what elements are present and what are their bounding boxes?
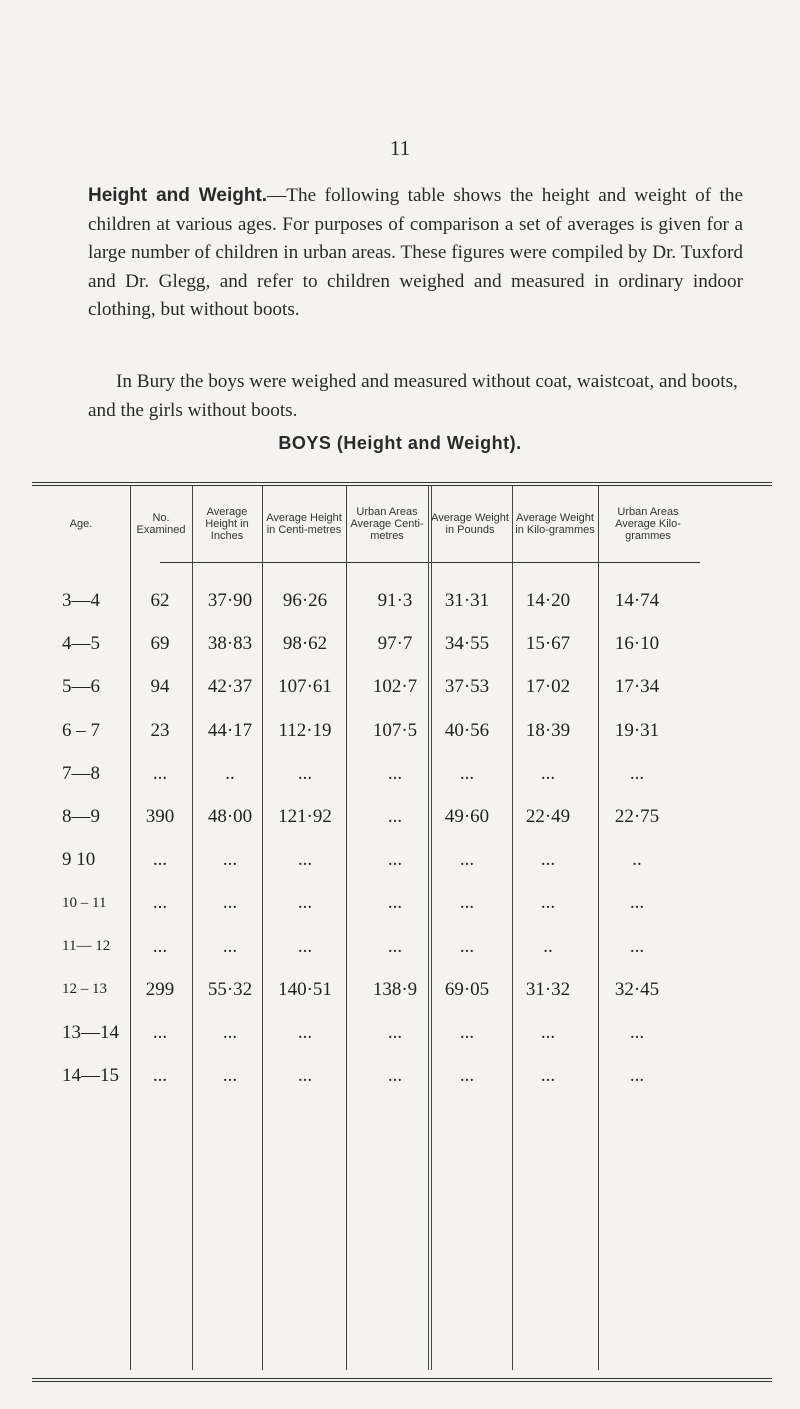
table-cell: 31·31: [444, 590, 490, 611]
column-header: No. Examined: [136, 512, 186, 536]
age-cell: 12 – 13: [62, 981, 107, 998]
table-cell: 34·55: [444, 633, 490, 655]
table-cell: 37·53: [444, 676, 490, 698]
table-row: [0, 932, 800, 962]
table-row: [0, 716, 800, 746]
table-cell: 22·49: [525, 806, 571, 827]
age-cell: 4—5: [62, 633, 100, 655]
table-cell: ...: [297, 892, 313, 914]
table-cell: ...: [459, 849, 475, 871]
table-cell: 16·10: [614, 633, 660, 655]
column-header: Urban Areas Average Kilo-grammes: [615, 506, 681, 542]
column-header: Average Height in Centi-metres: [266, 512, 342, 536]
table-bottom-rule: [32, 1378, 772, 1379]
table-cell: ...: [297, 762, 313, 784]
intro-text: —The following table shows the height and weight of the children at various ages. For purposes of comparison a set of averages is given for a large number of children in urban areas. These figures were compiled by Dr. Tuxford and Dr. Glegg, and refer to children weighed and measured in ordinary indoor clothing, but without boots.: [88, 185, 743, 320]
table-row: [0, 759, 800, 789]
table-cell: ...: [387, 762, 403, 784]
table-cell: 22·75: [614, 806, 660, 827]
table-cell: 390: [145, 806, 175, 827]
column-divider: [428, 486, 429, 1370]
table-cell: 107·5: [372, 719, 418, 741]
table-top-rule: [32, 485, 772, 486]
table-cell: 17·02: [525, 676, 571, 698]
table-bottom-rule: [32, 1381, 772, 1382]
table-title: BOYS (Height and Weight).: [278, 433, 522, 453]
table-cell: 44·17: [207, 719, 253, 741]
table-top-rule: [32, 482, 772, 483]
age-cell: 14—15: [62, 1065, 119, 1087]
table-cell: 55·32: [207, 978, 253, 1000]
table-cell: ...: [540, 1065, 556, 1087]
table-cell: 102·7: [372, 676, 418, 698]
table-cell: ...: [222, 1022, 238, 1043]
table-cell: ..: [543, 935, 553, 957]
table-cell: ...: [387, 935, 403, 957]
table-row: [0, 1061, 800, 1091]
table-cell: ...: [297, 935, 313, 957]
table-cell: ...: [459, 762, 475, 784]
header-rule: [160, 562, 700, 563]
intro-paragraph: [88, 182, 743, 325]
table-cell: 40·56: [444, 719, 490, 741]
column-header: Average Weight in Kilo-grammes: [515, 512, 595, 536]
table-cell: 140·51: [278, 978, 332, 1000]
table-cell: ...: [222, 849, 238, 871]
table-row: [0, 845, 800, 875]
table-cell: ...: [152, 935, 168, 957]
age-cell: 6 – 7: [62, 719, 100, 741]
table-cell: ..: [225, 762, 235, 784]
table-cell: ...: [540, 762, 556, 784]
table-cell: 32·45: [614, 978, 660, 1000]
table-cell: ...: [222, 935, 238, 957]
table-cell: ...: [629, 1065, 645, 1087]
table-cell: ...: [387, 849, 403, 871]
table-cell: ...: [152, 849, 168, 871]
column-header: Average Weight in Pounds: [431, 512, 509, 536]
table-cell: 31·32: [525, 978, 571, 1000]
table-cell: ...: [222, 1065, 238, 1087]
table-cell: 14·20: [525, 590, 571, 611]
table-cell: 38·83: [207, 633, 253, 655]
table-cell: ...: [629, 1022, 645, 1043]
table-row: [0, 888, 800, 918]
table-cell: 14·74: [614, 590, 660, 611]
table-cell: ...: [629, 892, 645, 914]
table-cell: ...: [629, 935, 645, 957]
table-cell: 97·7: [377, 633, 413, 655]
table-cell: ...: [459, 935, 475, 957]
table-cell: 98·62: [282, 633, 328, 655]
table-cell: ...: [540, 892, 556, 914]
table-cell: ...: [387, 1022, 403, 1043]
age-cell: 8—9: [62, 806, 100, 827]
table-cell: ...: [152, 762, 168, 784]
measurement-note-text: In Bury the boys were weighed and measured without coat, waistcoat, and boots, and the girls without boots.: [88, 371, 738, 421]
column-divider: [192, 486, 193, 1370]
table-cell: ...: [459, 892, 475, 914]
table-cell: ...: [387, 806, 403, 827]
table-cell: 49·60: [444, 806, 490, 827]
column-header: Age.: [69, 518, 93, 530]
age-cell: 7—8: [62, 762, 100, 784]
table-row: [0, 672, 800, 702]
table-row: [0, 1018, 800, 1048]
table-cell: 69·05: [444, 978, 490, 1000]
table-cell: ...: [152, 1022, 168, 1043]
table-cell: 112·19: [278, 719, 332, 741]
table-cell: 299: [145, 978, 175, 1000]
table-cell: 15·67: [525, 633, 571, 655]
table-cell: 94: [150, 676, 170, 698]
section-heading: Height and Weight.: [88, 185, 268, 206]
table-cell: 62: [150, 590, 170, 611]
table-cell: ...: [297, 849, 313, 871]
table-cell: 138·9: [372, 978, 418, 1000]
table-row: [0, 629, 800, 659]
table-cell: 91·3: [377, 590, 413, 611]
table-cell: 37·90: [207, 590, 253, 611]
table-cell: ...: [459, 1065, 475, 1087]
table-cell: 23: [150, 719, 170, 741]
table-cell: 121·92: [278, 806, 332, 827]
table-cell: ...: [387, 1065, 403, 1087]
column-divider: [431, 486, 432, 1370]
table-cell: ...: [540, 1022, 556, 1043]
table-cell: 48·00: [207, 806, 253, 827]
measurement-note-paragraph: [88, 368, 743, 425]
table-cell: 42·37: [207, 676, 253, 698]
table-row: [0, 802, 800, 832]
table-cell: ...: [629, 762, 645, 784]
column-header: Urban Areas Average Centi-metres: [350, 506, 424, 542]
age-cell: 9 10: [62, 849, 96, 871]
table-row: [0, 586, 800, 616]
table-cell: 107·61: [278, 676, 332, 698]
table-cell: ...: [459, 1022, 475, 1043]
table-cell: ...: [152, 1065, 168, 1087]
age-cell: 13—14: [62, 1022, 119, 1043]
table-cell: ...: [152, 892, 168, 914]
table-cell: 19·31: [614, 719, 660, 741]
column-divider: [512, 486, 513, 1370]
table-cell: ...: [387, 892, 403, 914]
page-number: 11: [389, 136, 411, 160]
column-divider: [130, 486, 131, 1370]
column-divider: [346, 486, 347, 1370]
age-cell: 11— 12: [62, 938, 111, 955]
table-cell: ..: [632, 849, 642, 871]
age-cell: 5—6: [62, 676, 100, 698]
table-cell: 17·34: [614, 676, 660, 698]
table-cell: ...: [297, 1022, 313, 1043]
table-row: [0, 975, 800, 1005]
column-divider: [598, 486, 599, 1370]
table-cell: 96·26: [282, 590, 328, 611]
table-cell: 18·39: [525, 719, 571, 741]
table-cell: ...: [297, 1065, 313, 1087]
age-cell: 3—4: [62, 590, 100, 611]
column-header: Average Height in Inches: [205, 506, 249, 542]
table-cell: ...: [222, 892, 238, 914]
table-cell: ...: [540, 849, 556, 871]
column-divider: [262, 486, 263, 1370]
age-cell: 10 – 11: [62, 894, 107, 911]
table-cell: 69: [150, 633, 170, 655]
